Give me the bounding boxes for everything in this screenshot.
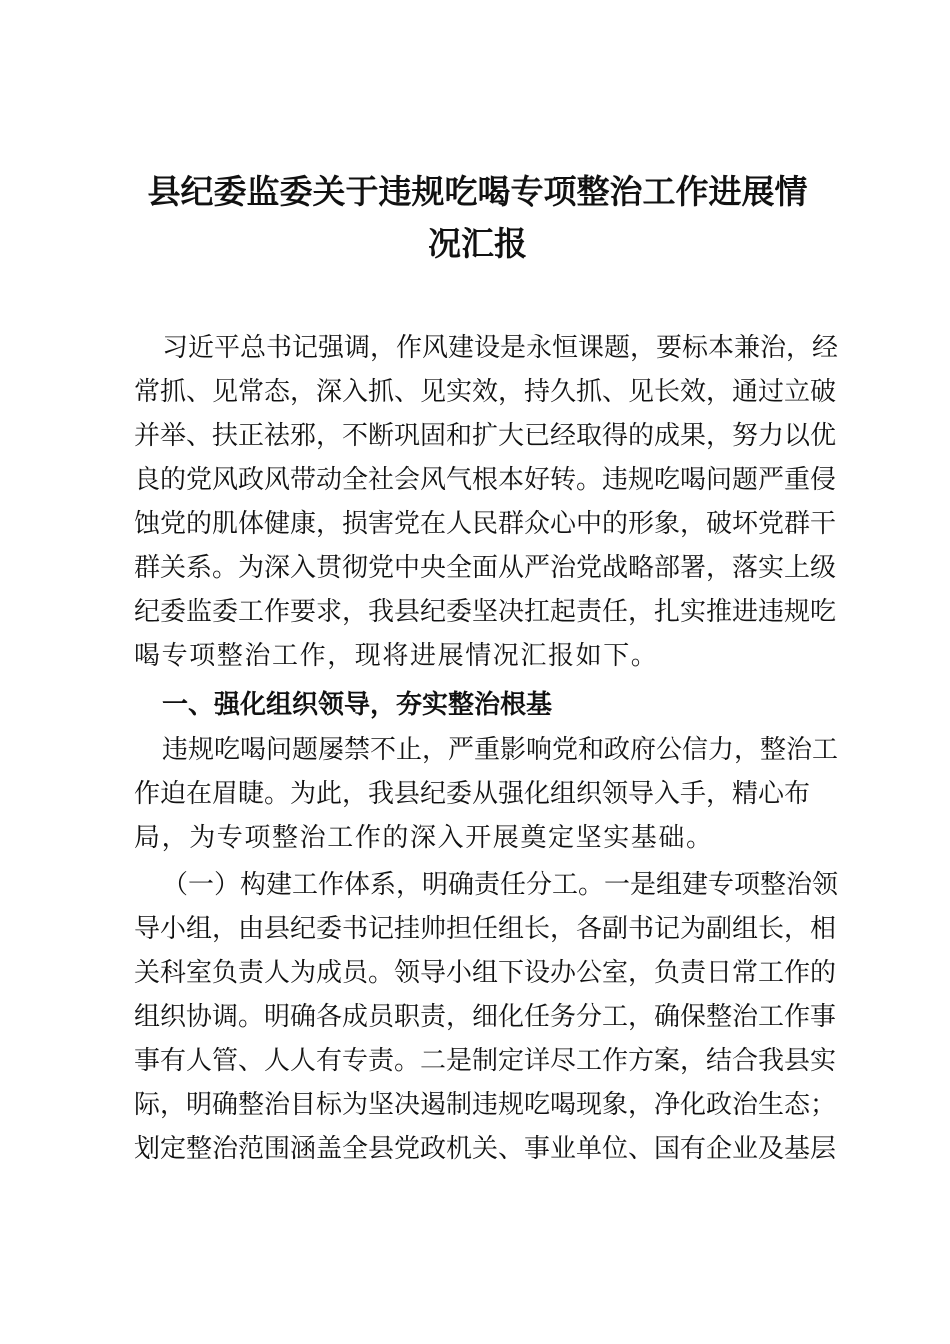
text-line: 关科室负责人为成员。领导小组下设办公室，负责日常工作的 — [134, 958, 837, 988]
text-line: 违规吃喝问题屡禁不止，严重影响党和政府公信力，整治工 — [162, 735, 839, 765]
text-line: 群关系。为深入贯彻党中央全面从严治党战略部署，落实上级 — [134, 553, 837, 583]
text-line: 常抓、见常态，深入抓、见实效，持久抓、见长效，通过立破 — [134, 377, 837, 407]
text-line: 良的党风政风带动全社会风气根本好转。违规吃喝问题严重侵 — [134, 465, 837, 495]
text-line: 划定整治范围涵盖全县党政机关、事业单位、国有企业及基层 — [134, 1134, 837, 1164]
title-line-1: 县纪委监委关于违规吃喝专项整治工作进展情 — [147, 172, 808, 211]
text-line: 作迫在眉睫。为此，我县纪委从强化组织领导入手，精心布 — [134, 779, 811, 809]
text-line: 事有人管、人人有专责。二是制定详尽工作方案，结合我县实 — [134, 1046, 837, 1076]
document-title — [120, 166, 835, 270]
section-heading: 一、强化组织领导，夯实整治根基 — [162, 690, 553, 720]
text-line: 蚀党的肌体健康，损害党在人民群众心中的形象，破坏党群干 — [134, 509, 837, 539]
text-line: 组织协调。明确各成员职责，细化任务分工，确保整治工作事 — [134, 1002, 837, 1032]
text-line: 际，明确整治目标为坚决遏制违规吃喝现象，净化政治生态； — [134, 1090, 837, 1120]
text-line: 习近平总书记强调，作风建设是永恒课题，要标本兼治，经 — [162, 333, 839, 363]
text-line: （一）构建工作体系，明确责任分工。一是组建专项整治领 — [162, 870, 839, 900]
text-line: 纪委监委工作要求，我县纪委坚决扛起责任，扎实推进违规吃 — [134, 597, 837, 627]
title-line-2: 况汇报 — [428, 224, 527, 263]
text-line: 并举、扶正祛邪，不断巩固和扩大已经取得的成果，努力以优 — [134, 421, 837, 451]
text-line: 导小组，由县纪委书记挂帅担任组长，各副书记为副组长，相 — [134, 914, 837, 944]
text-line: 局，为专项整治工作的深入开展奠定坚实基础。 — [134, 823, 714, 853]
text-line: 喝专项整治工作，现将进展情况汇报如下。 — [134, 641, 659, 671]
